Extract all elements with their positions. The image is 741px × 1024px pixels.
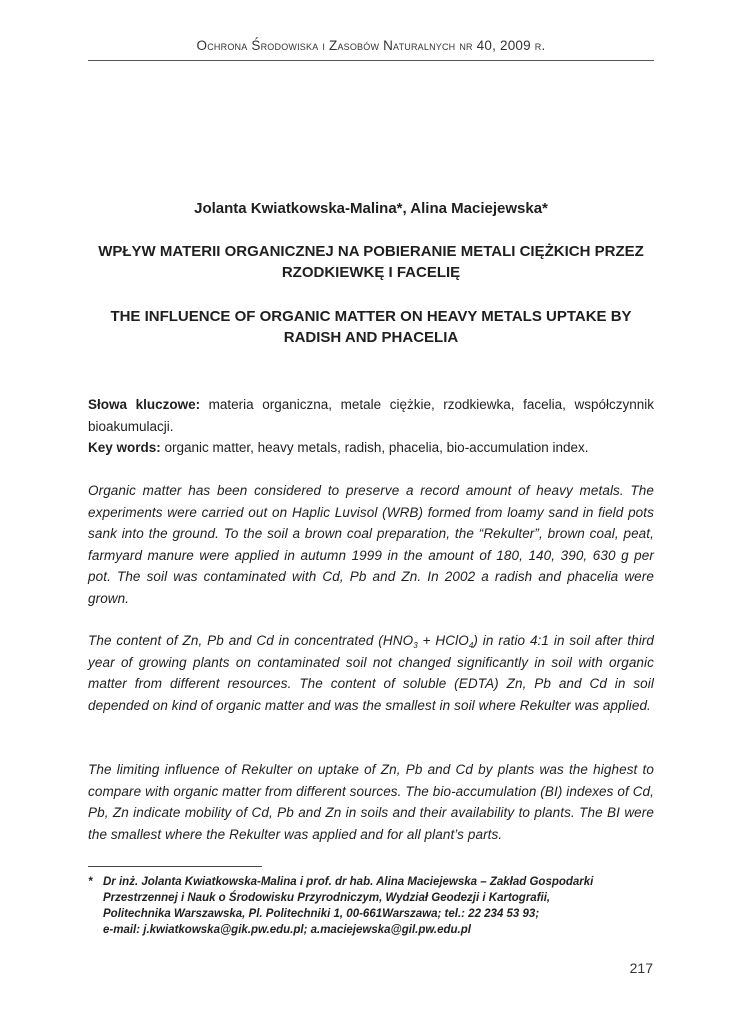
keywords-polish <box>88 394 654 437</box>
keywords-english-text: organic matter, heavy metals, radish, phacelia, bio-accumulation index. <box>160 440 589 455</box>
keywords-polish-label: Słowa kluczowe: <box>88 397 201 412</box>
footnote-line: Politechnika Warszawska, Pl. Politechniki 1, 00-661Warszawa; tel.: 22 234 53 93; <box>103 908 540 920</box>
footnote-line: Przestrzennej i Nauk o Środowisku Przyrodniczym, Wydział Geodezji i Kartografii, <box>103 892 551 904</box>
footnote-line: Dr inż. Jolanta Kwiatkowska-Malina i prof. dr hab. Alina Maciejewska – Zakład Gospodarki <box>103 876 594 888</box>
keywords-english-label: Key words: <box>88 440 161 455</box>
footnote-line: e-mail: j.kwiatkowska@gik.pw.edu.pl; a.maciejewska@gil.pw.edu.pl <box>103 924 471 936</box>
header-divider <box>88 60 654 61</box>
keywords-english <box>88 437 654 459</box>
page-number: 217 <box>629 960 653 976</box>
abstract-paragraph-3: The limiting influence of Rekulter on uptake of Zn, Pb and Cd by plants was the highest to compare with organic matter from different sources. The bio-accumulation (BI) indexes of Cd, Pb, Zn indicate mobility of Cd, Pb and Zn in soils and their availability to plants. The BI were the smallest where the Rekulter was applied and for all plant’s parts. <box>88 762 654 842</box>
article-title-polish: WPŁYW MATERII ORGANICZNEJ NA POBIERANIE METALI CIĘŻKICH PRZEZ RZODKIEWKĘ I FACELIĘ <box>98 243 644 281</box>
footnote-marker: * <box>88 876 93 888</box>
footnote-divider <box>88 866 262 867</box>
journal-header: Ochrona Środowiska i Zasobów Naturalnych nr 40, 2009 r. <box>196 38 546 53</box>
abstract-paragraph-1: Organic matter has been considered to preserve a record amount of heavy metals. The experiments were carried out on Haplic Luvisol (WRB) formed from loamy sand in field pots sank into the ground. To the soil a brown coal preparation, the “Rekulter”, brown coal, peat, farmyard manure were applied in autumn 1999 in the amount of 180, 140, 390, 630 g per pot. The soil was contaminated with Cd, Pb and Zn. In 2002 a radish and phacelia were grown. <box>88 483 654 606</box>
keywords-polish-text: materia organiczna, metale ciężkie, rzodkiewka, facelia, współczynnik bioakumulacji. <box>88 397 654 434</box>
abstract-p2-part-a: The content of Zn, Pb and Cd in concentrated (HNO <box>88 633 414 648</box>
keywords-section <box>88 394 654 459</box>
footnote-text <box>103 874 654 938</box>
subscript-3: 3 <box>413 641 418 650</box>
article-title-english: THE INFLUENCE OF ORGANIC MATTER ON HEAVY METALS UPTAKE BY RADISH AND PHACELIA <box>110 308 632 346</box>
abstract-p2-part-b: + HClO <box>417 633 469 648</box>
subscript-4: 4 <box>468 641 474 650</box>
abstract-paragraph-2 <box>88 630 654 716</box>
abstract-p2-part-c: ) in ratio 4:1 in soil after third year of growing plants on contaminated soil not changed significantly in soil with organic matter from different resources. The content of soluble (EDTA) Zn, Pb and Cd in soil depended on kind of organic matter and was the smallest in soil where Rekulter was applied. <box>88 633 654 713</box>
article-authors: Jolanta Kwiatkowska-Malina*, Alina Maciejewska* <box>194 200 548 217</box>
author-footnote <box>88 874 654 938</box>
